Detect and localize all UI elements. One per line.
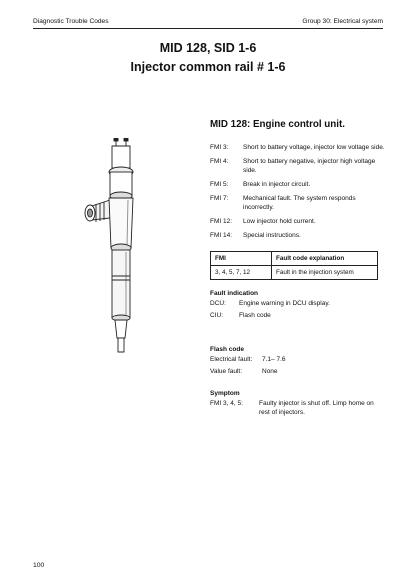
symptom-row: FMI 3, 4, 5: Faulty injector is shut off. Limp home on rest of injectors. <box>210 400 374 416</box>
table-cell-explanation: Fault in the injection system <box>272 266 378 280</box>
list-item: FMI 14: Special instructions. <box>210 232 301 239</box>
page-title: MID 128, SID 1-6 <box>159 41 257 55</box>
fault-indication-title: Fault indication <box>210 290 259 297</box>
table-header-fmi: FMI <box>211 252 272 266</box>
header-left: Diagnostic Trouble Codes <box>33 18 109 25</box>
flash-code-title: Flash code <box>210 346 244 353</box>
list-item: FMI 7: Mechanical fault. The system responds incorrectly. <box>210 195 356 211</box>
dcu-row: DCU: Engine warning in DCU display. <box>210 300 330 307</box>
table-header-row <box>211 252 378 266</box>
header-right: Group 30: Electrical system <box>302 18 383 25</box>
value-fault-row: Value fault: None <box>210 368 278 375</box>
fault-code-table <box>210 251 378 280</box>
list-item: FMI 5: Break in injector circuit. <box>210 181 311 188</box>
table-header-explanation: Fault code explanation <box>272 252 378 266</box>
table-cell-fmi: 3, 4, 5, 7, 12 <box>211 266 272 280</box>
list-item: FMI 3: Short to battery voltage, injector low voltage side. <box>210 144 385 151</box>
table-row <box>211 266 378 280</box>
header-divider <box>33 28 383 29</box>
electrical-fault-row: Electrical fault: 7.1– 7.6 <box>210 356 286 363</box>
page-subtitle: Injector common rail # 1-6 <box>130 60 286 74</box>
symptom-title: Symptom <box>210 390 240 397</box>
list-item: FMI 12: Low injector hold current. <box>210 218 316 225</box>
section-heading: MID 128: Engine control unit. <box>210 119 345 130</box>
injector-illustration <box>72 138 142 358</box>
ciu-row: CIU: Flash code <box>210 312 271 319</box>
fmi-list <box>210 143 386 245</box>
page-number: 100 <box>33 562 45 569</box>
list-item: FMI 4: Short to battery negative, injector high voltage side. <box>210 158 376 174</box>
